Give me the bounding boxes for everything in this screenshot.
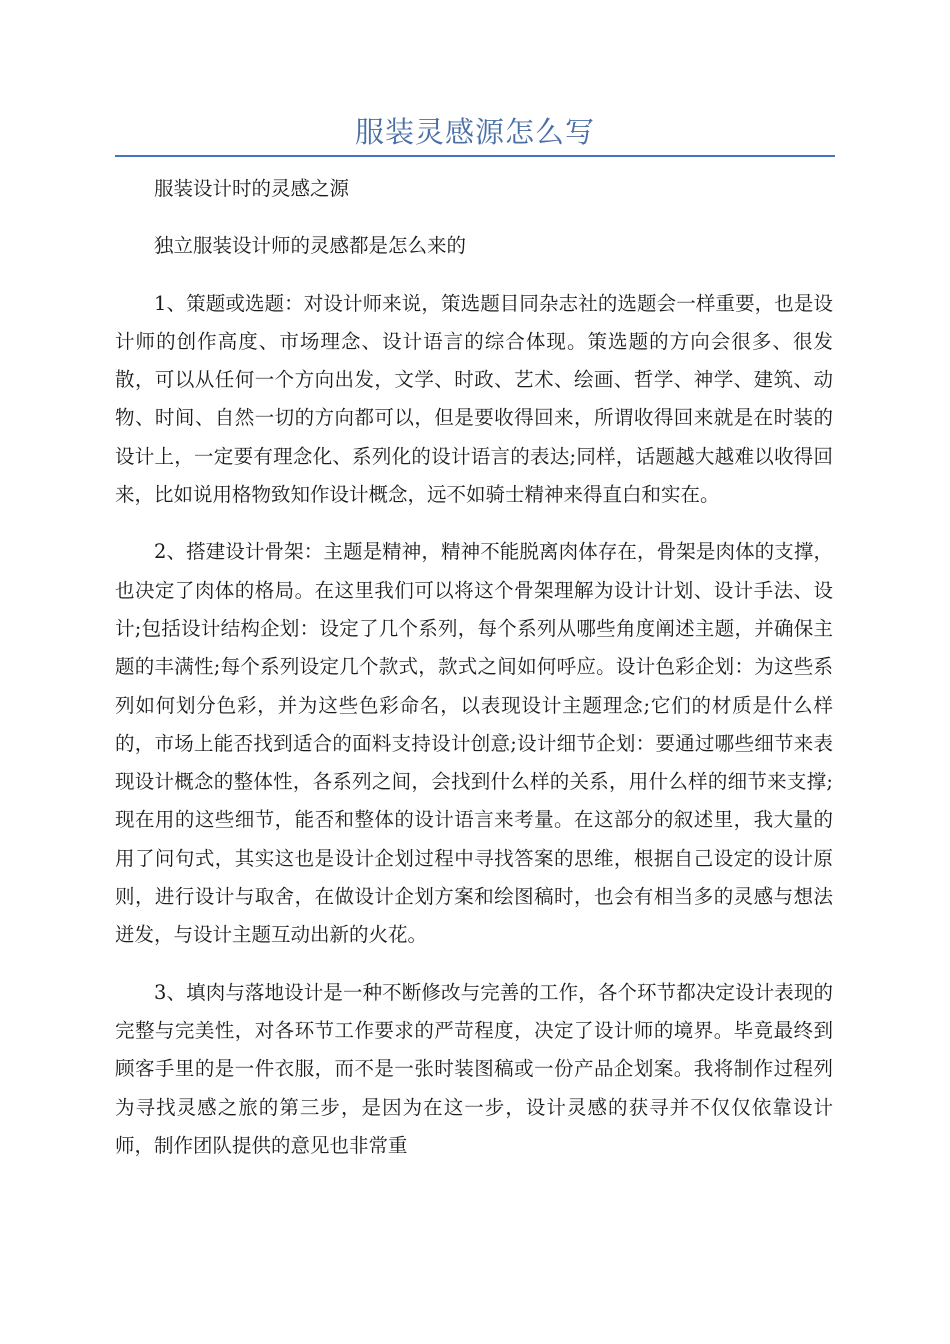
paragraph-subtitle-1: 服装设计时的灵感之源 xyxy=(154,177,350,200)
document-body xyxy=(115,170,833,1184)
document-title: 服装灵感源怎么写 xyxy=(354,115,595,149)
paragraph-section-1: 1、策题或选题：对设计师来说，策选题目同杂志社的选题会一样重要，也是设计师的创作高度、市场理念、设计语言的综合体现。策选题的方向会很多、很发散，可以从任何一个方向出发，文学、时政、艺术、绘画、哲学、神学、建筑、动物、时间、自然一切的方向都可以，但是要收得回来，所谓收得回来就是在时装的设计上，一定要有理念化、系列化的设计语言的表达;同样，话题越大越难以收得回来，比如说用格物致知作设计概念，远不如骑士精神来得直白和实在。 xyxy=(115,291,833,507)
paragraph-section-2: 2、搭建设计骨架：主题是精神，精神不能脱离肉体存在，骨架是肉体的支撑，也决定了肉体的格局。在这里我们可以将这个骨架理解为设计计划、设计手法、设计;包括设计结构企划：设定了几个系列，每个系列从哪些角度阐述主题，并确保主题的丰满性;每个系列设定几个款式，款式之间如何呼应。设计色彩企划：为这些系列如何划分色彩，并为这些色彩命名，以表现设计主题理念;它们的材质是什么样的，市场上能否找到适合的面料支持设计创意;设计细节企划：要通过哪些细节来表现设计概念的整体性，各系列之间，会找到什么样的关系，用什么样的细节来支撑;现在用的这些细节，能否和整体的设计语言来考量。在这部分的叙述里，我大量的用了问句式，其实这也是设计企划过程中寻找答案的思维，根据自己设定的设计原则，进行设计与取舍，在做设计企划方案和绘图稿时，也会有相当多的灵感与想法迸发，与设计主题互动出新的火花。 xyxy=(115,540,833,947)
paragraph-subtitle-2: 独立服装设计师的灵感都是怎么来的 xyxy=(154,234,467,258)
paragraph-section-3: 3、填肉与落地设计是一种不断修改与完善的工作，各个环节都决定设计表现的完整与完美性，对各环节工作要求的严苛程度，决定了设计师的境界。毕竟最终到顾客手里的是一件衣服，而不是一张时装图稿或一份产品企划案。我将制作过程列为寻找灵感之旅的第三步，是因为在这一步，设计灵感的获寻并不仅仅依靠设计师，制作团队提供的意见也非常重 xyxy=(115,980,833,1157)
title-underline xyxy=(115,155,835,157)
